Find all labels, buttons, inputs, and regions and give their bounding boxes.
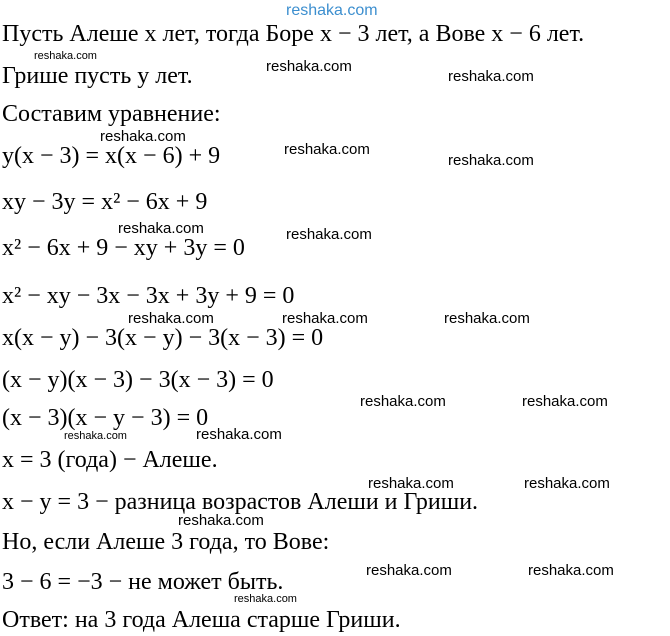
watermark: reshaka.com [360,393,446,410]
watermark: reshaka.com [366,562,452,579]
watermark: reshaka.com [100,128,186,145]
equation-line-5: x(x − y) − 3(x − y) − 3(x − 3) = 0 [2,325,324,351]
watermark: reshaka.com [282,310,368,327]
answer-line: Ответ: на 3 года Алеша старше Гриши. [2,607,401,633]
watermark: reshaka.com [522,393,608,410]
watermark: reshaka.com [128,310,214,327]
watermark: reshaka.com [286,226,372,243]
equation-line-1: y(x − 3) = x(x − 6) + 9 [2,143,221,169]
equation-line-2: xy − 3y = x² − 6x + 9 [2,189,208,215]
difference-line: x − y = 3 − разница возрастов Алеши и Гриши. [2,489,479,515]
watermark: reshaka.com [524,475,610,492]
watermark: reshaka.com [444,310,530,327]
watermark: reshaka.com [448,152,534,169]
watermark: reshaka.com [118,220,204,237]
watermark: reshaka.com [178,512,264,529]
watermark: reshaka.com [368,475,454,492]
watermark: reshaka.com [196,426,282,443]
watermark: reshaka.com [64,430,127,442]
equation-line-7: (x − 3)(x − y − 3) = 0 [2,405,209,431]
equation-line-4: x² − xy − 3x − 3x + 3y + 9 = 0 [2,283,295,309]
header-watermark: reshaka.com [286,2,378,19]
solution-line-3: Составим уравнение: [2,101,221,127]
equation-line-3: x² − 6x + 9 − xy + 3y = 0 [2,235,245,261]
solution-line-2: Грише пусть y лет. [2,63,193,89]
watermark: reshaka.com [266,58,352,75]
solution-root-line: x = 3 (года) − Алеше. [2,447,218,473]
watermark: reshaka.com [448,68,534,85]
check-line: Но, если Алеше 3 года, то Вове: [2,529,330,555]
solution-line-1: Пусть Алеше x лет, тогда Боре x − 3 лет, а Вове x − 6 лет. [2,21,585,47]
watermark: reshaka.com [284,141,370,158]
watermark: reshaka.com [34,50,97,62]
watermark: reshaka.com [528,562,614,579]
watermark: reshaka.com [234,593,297,605]
contradiction-line: 3 − 6 = −3 − не может быть. [2,569,284,595]
equation-line-6: (x − y)(x − 3) − 3(x − 3) = 0 [2,367,274,393]
